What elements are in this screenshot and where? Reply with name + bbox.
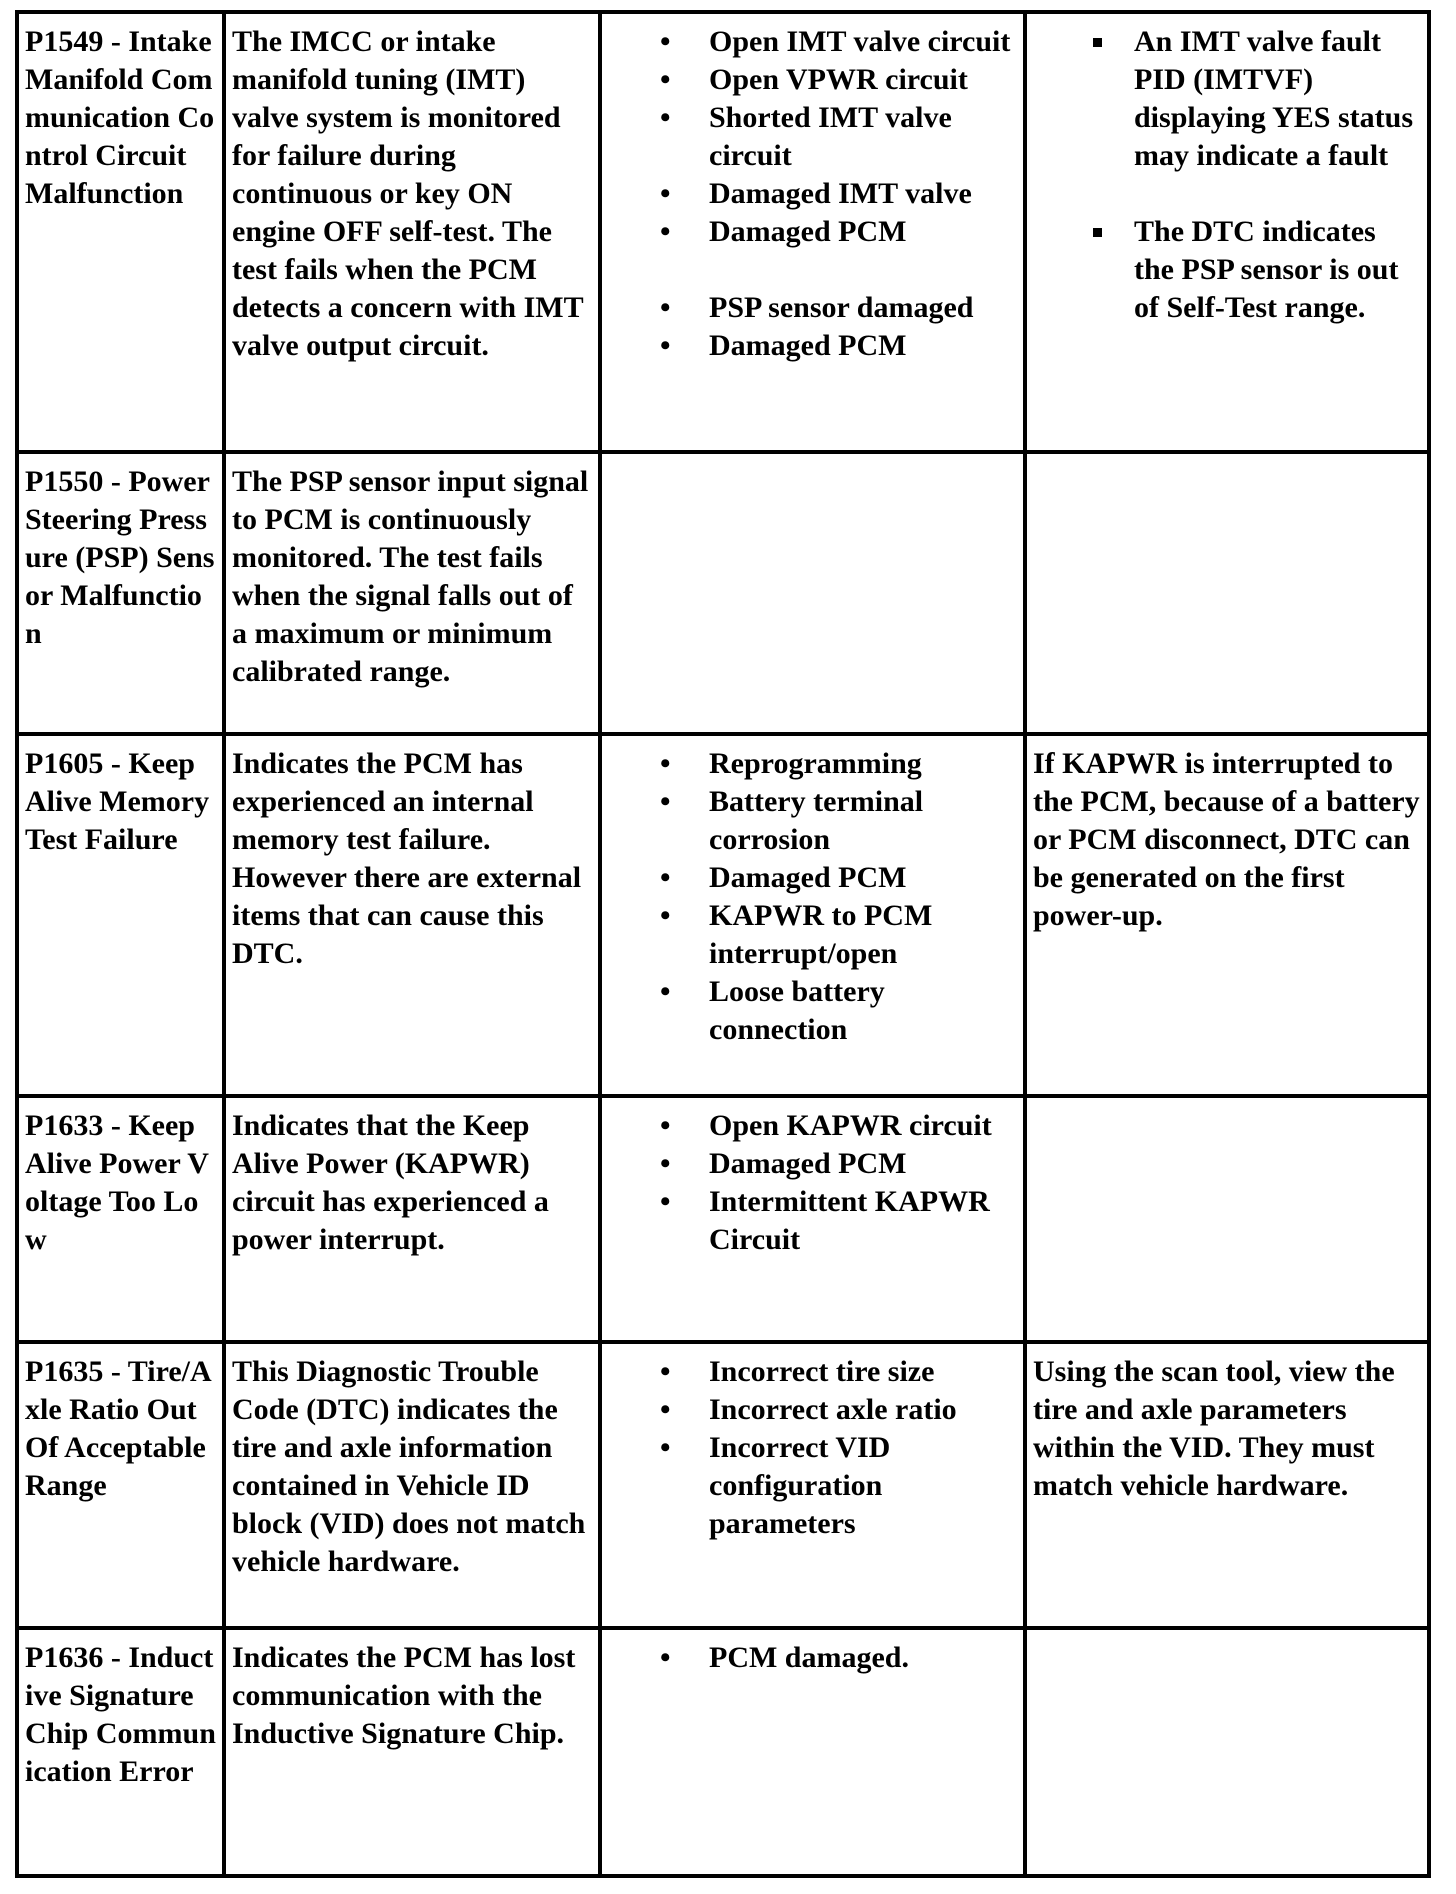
causes-cell (600, 12, 1025, 452)
cause-item: • Shorted IMT valve circuit (608, 99, 1017, 175)
description-cell: The PSP sensor input signal to PCM is continuously monitored. The test fails when the signal falls out of a maximum or minimum calibrated range. (224, 452, 600, 734)
cause-item: • Incorrect VID configuration parameters (608, 1429, 1017, 1543)
causes-cell (600, 1342, 1025, 1628)
notes-cell: If KAPWR is interrupted to the PCM, because of a battery or PCM disconnect, DTC can be generated on the first power-up. (1025, 734, 1429, 1096)
description-cell: Indicates the PCM has lost communication with the Inductive Signature Chip. (224, 1628, 600, 1876)
cause-item: • Open VPWR circuit (608, 61, 1017, 99)
causes-list (608, 745, 1017, 1049)
cause-item: • Reprogramming (608, 745, 1017, 783)
causes-cell (600, 1096, 1025, 1342)
notes-list (1033, 23, 1421, 327)
description-cell: The IMCC or intake manifold tuning (IMT) valve system is monitored for failure during continuous or key ON engine OFF self-test. The test fails when the PCM detects a concern with IMT valve output circuit. (224, 12, 600, 452)
causes-cell (600, 452, 1025, 734)
table-row (17, 1096, 1429, 1342)
causes-list (608, 23, 1017, 365)
notes-cell (1025, 1096, 1429, 1342)
description-cell: This Diagnostic Trouble Code (DTC) indicates the tire and axle information contained in Vehicle ID block (VID) does not match vehicle hardware. (224, 1342, 600, 1628)
causes-cell (600, 734, 1025, 1096)
dtc-code-cell: P1550 - Power Steering Pressure (PSP) Sensor Malfunction (17, 452, 224, 734)
cause-item: • Open IMT valve circuit (608, 23, 1017, 61)
dtc-code-cell: P1635 - Tire/Axle Ratio Out Of Acceptable Range (17, 1342, 224, 1628)
description-cell: Indicates the PCM has experienced an internal memory test failure. However there are external items that can cause this DTC. (224, 734, 600, 1096)
note-item: An IMT valve fault PID (IMTVF) displaying YES status may indicate a fault (1033, 23, 1421, 175)
cause-item: • Open KAPWR circuit (608, 1107, 1017, 1145)
cause-item: • Damaged PCM (608, 859, 1017, 897)
notes-cell: Using the scan tool, view the tire and axle parameters within the VID. They must match vehicle hardware. (1025, 1342, 1429, 1628)
notes-cell (1025, 12, 1429, 452)
description-cell: Indicates that the Keep Alive Power (KAPWR) circuit has experienced a power interrupt. (224, 1096, 600, 1342)
cause-item: • Battery terminal corrosion (608, 783, 1017, 859)
table-row (17, 452, 1429, 734)
note-item: The DTC indicates the PSP sensor is out of Self-Test range. (1033, 213, 1421, 327)
cause-item: • KAPWR to PCM interrupt/open (608, 897, 1017, 973)
dtc-table (15, 10, 1431, 1878)
cause-item: • Damaged PCM (608, 1145, 1017, 1183)
cause-item: • Incorrect axle ratio (608, 1391, 1017, 1429)
cause-item: • Damaged IMT valve (608, 175, 1017, 213)
cause-item: • Damaged PCM (608, 213, 1017, 251)
table-row (17, 1628, 1429, 1876)
cause-item: • Loose battery connection (608, 973, 1017, 1049)
causes-list (608, 1639, 1017, 1677)
causes-cell (600, 1628, 1025, 1876)
dtc-code-cell: P1636 - Inductive Signature Chip Communication Error (17, 1628, 224, 1876)
dtc-code-cell: P1549 - Intake Manifold Communication Control Circuit Malfunction (17, 12, 224, 452)
causes-list (608, 1107, 1017, 1259)
table-row (17, 1342, 1429, 1628)
cause-item: • PSP sensor damaged (608, 289, 1017, 327)
table-row (17, 734, 1429, 1096)
dtc-code-cell: P1605 - Keep Alive Memory Test Failure (17, 734, 224, 1096)
cause-item: • Damaged PCM (608, 327, 1017, 365)
dtc-code-cell: P1633 - Keep Alive Power Voltage Too Low (17, 1096, 224, 1342)
cause-item: • Intermittent KAPWR Circuit (608, 1183, 1017, 1259)
notes-cell (1025, 1628, 1429, 1876)
cause-item: • Incorrect tire size (608, 1353, 1017, 1391)
causes-list (608, 1353, 1017, 1543)
notes-cell (1025, 452, 1429, 734)
table-row (17, 12, 1429, 452)
cause-item: • PCM damaged. (608, 1639, 1017, 1677)
